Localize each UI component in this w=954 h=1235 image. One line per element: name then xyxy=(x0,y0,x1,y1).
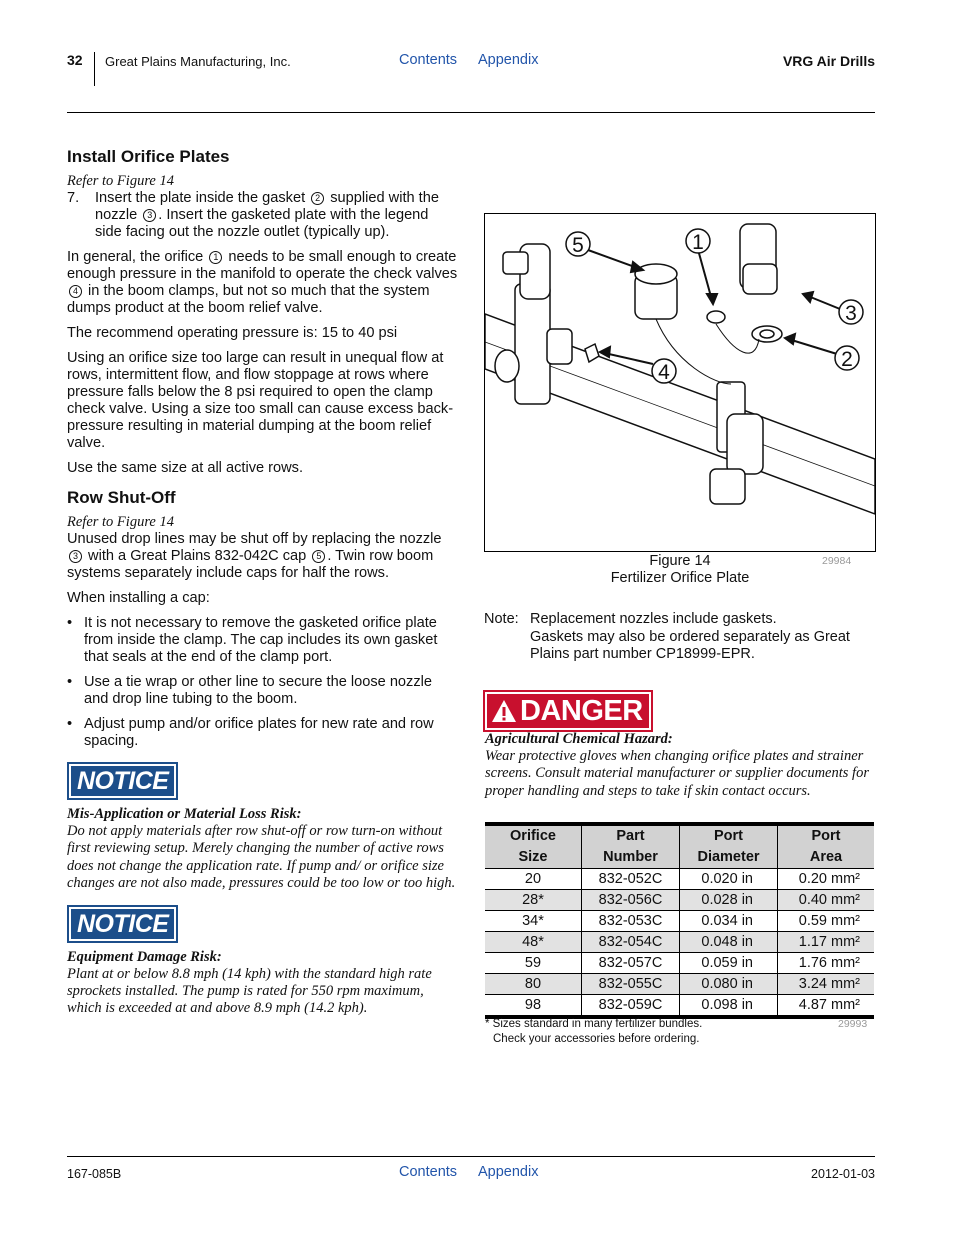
table-row: 28* 832-056C 0.028 in 0.40 mm² xyxy=(485,890,874,911)
same-size-paragraph: Use the same size at all active rows. xyxy=(67,460,304,476)
note-block xyxy=(484,611,884,664)
note-label: Note: xyxy=(484,611,519,627)
danger-text: Wear protective gloves when changing orifice plates and strainer screens. Consult material manufacturer or supplier documents for proper handling and steps to take if skin contact occurs. xyxy=(485,748,869,799)
list-item: • It is not necessary to remove the gasketed orifice plate from inside the clamp. The cap includes its own gasket that seals at the end of the clamp port. xyxy=(67,615,459,666)
figure-14-illustration xyxy=(484,213,876,552)
appendix-link[interactable]: Appendix xyxy=(478,52,539,68)
notice-title: Equipment Damage Risk: xyxy=(67,948,222,965)
nozzle-assembly-drawing xyxy=(485,214,875,551)
step-text: Insert the plate inside the gasket 2 supplied with the nozzle 3 . Insert the gasketed plate with the legend side facing out the nozzle outlet (typically up). xyxy=(95,190,439,240)
size-paragraph: Using an orifice size too large can result in unequal flow at rows, intermittent flow, and flow stoppage at rows where pressure falls below the 8 psi required to open the clamp check valve. Using a size too small can cause excess back-pressure resulting in material dumping at the boom relief valve. xyxy=(67,350,454,451)
revision-date: 2012-01-03 xyxy=(811,1167,875,1181)
table-row: 98 832-059C 0.098 in 4.87 mm² xyxy=(485,995,874,1018)
callout-3-label: 3 xyxy=(845,302,857,325)
orifice-paragraph: In general, the orifice 1 needs to be small enough to create enough pressure in the manifold to operate the check valves 4 in the boom clamps, but not so much that the system dumps product at the boom relief valve. xyxy=(67,249,458,316)
shutoff-paragraph: Unused drop lines may be shut off by replacing the nozzle 3 with a Great Plains 832-042C cap 5 . Twin row boom systems separately include caps for half the rows. xyxy=(67,531,442,581)
footer-appendix-link[interactable]: Appendix xyxy=(478,1164,539,1180)
callout-1-icon: 1 xyxy=(209,251,222,264)
contents-link[interactable]: Contents xyxy=(399,52,458,68)
shutoff-heading: Row Shut-Off xyxy=(67,488,176,507)
table-row: 48* 832-054C 0.048 in 1.17 mm² xyxy=(485,932,874,953)
shutoff-ref: Refer to Figure 14 xyxy=(67,514,174,530)
page-number: 32 xyxy=(67,52,83,68)
notice-badge: NOTICE xyxy=(69,907,176,941)
table-row: 34* 832-053C 0.034 in 0.59 mm² xyxy=(485,911,874,932)
callout-4-icon: 4 xyxy=(69,285,82,298)
callout-4-label: 4 xyxy=(658,361,670,384)
pressure-paragraph: The recommend operating pressure is: 15 to 40 psi xyxy=(67,325,398,341)
footer-contents-link[interactable]: Contents xyxy=(399,1164,458,1180)
notice-text: Plant at or below 8.8 mph (14 kph) with the standard high rate sprockets installed. The pump is rated for 550 rpm maximum, which is exceeded at and above 8.9 mph (14.2 kph). xyxy=(67,965,432,1017)
table-row: 80 832-055C 0.080 in 3.24 mm² xyxy=(485,974,874,995)
callout-3-icon: 3 xyxy=(143,209,156,222)
list-item: • Adjust pump and/or orifice plates for new rate and row spacing. xyxy=(67,716,459,750)
orifice-table xyxy=(485,822,874,1019)
header-rule xyxy=(67,112,875,113)
company-name: Great Plains Manufacturing, Inc. xyxy=(105,54,291,69)
callout-1-label: 1 xyxy=(692,231,704,254)
col-header-area: Port Area xyxy=(778,824,875,869)
col-header-part: Part Number xyxy=(582,824,680,869)
col-header-orifice: Orifice Size xyxy=(485,824,582,869)
header-divider xyxy=(94,52,95,86)
figure-number: Figure 14 xyxy=(649,553,711,569)
danger-badge: DANGER xyxy=(485,692,651,730)
footer-rule xyxy=(67,1156,875,1157)
cap-bullets xyxy=(67,615,459,750)
table-row: 20 832-052C 0.020 in 0.20 mm² xyxy=(485,869,874,890)
callout-5-label: 5 xyxy=(572,234,584,257)
danger-title: Agricultural Chemical Hazard: xyxy=(485,731,673,747)
step-number: 7. xyxy=(67,190,80,206)
note-line: Gaskets may also be ordered separately as Great Plains part number CP18999-EPR. xyxy=(530,628,850,662)
callout-2-label: 2 xyxy=(841,348,853,371)
left-column xyxy=(67,148,459,1018)
warning-triangle-icon xyxy=(491,697,517,731)
cap-intro: When installing a cap: xyxy=(67,590,210,606)
manual-title: VRG Air Drills xyxy=(782,53,875,69)
figure-title: Fertilizer Orifice Plate xyxy=(610,570,750,586)
callout-3-icon: 3 xyxy=(69,550,82,563)
callout-2-icon: 2 xyxy=(311,192,324,205)
figure-caption xyxy=(484,553,876,587)
figure-code: 29984 xyxy=(822,555,852,567)
table-code: 29993 xyxy=(838,1018,868,1030)
notice-badge: NOTICE xyxy=(69,764,176,798)
step-7 xyxy=(67,190,459,241)
install-ref: Refer to Figure 14 xyxy=(67,173,174,189)
list-item: • Use a tie wrap or other line to secure the loose nozzle and drop line tubing to the boom. xyxy=(67,674,459,708)
table-footnote: * Sizes standard in many fertilizer bundles. Check your accessories before ordering. xyxy=(485,1018,703,1045)
install-heading: Install Orifice Plates xyxy=(67,147,230,166)
table-header-row xyxy=(485,824,874,869)
notice-text: Do not apply materials after row shut-off or row turn-on without first reviewing setup. Merely changing the number of active rows does not change the application rate. If pump and/ or orifice size changes are not also made, pressures could be too low or too high. xyxy=(67,823,456,892)
note-line: Replacement nozzles include gaskets. xyxy=(530,611,777,627)
danger-text-block xyxy=(485,731,877,800)
notice-title: Mis-Application or Material Loss Risk: xyxy=(67,806,302,822)
callout-5-icon: 5 xyxy=(312,550,325,563)
document-number: 167-085B xyxy=(67,1167,122,1181)
table-row: 59 832-057C 0.059 in 1.76 mm² xyxy=(485,953,874,974)
col-header-diameter: Port Diameter xyxy=(680,824,778,869)
